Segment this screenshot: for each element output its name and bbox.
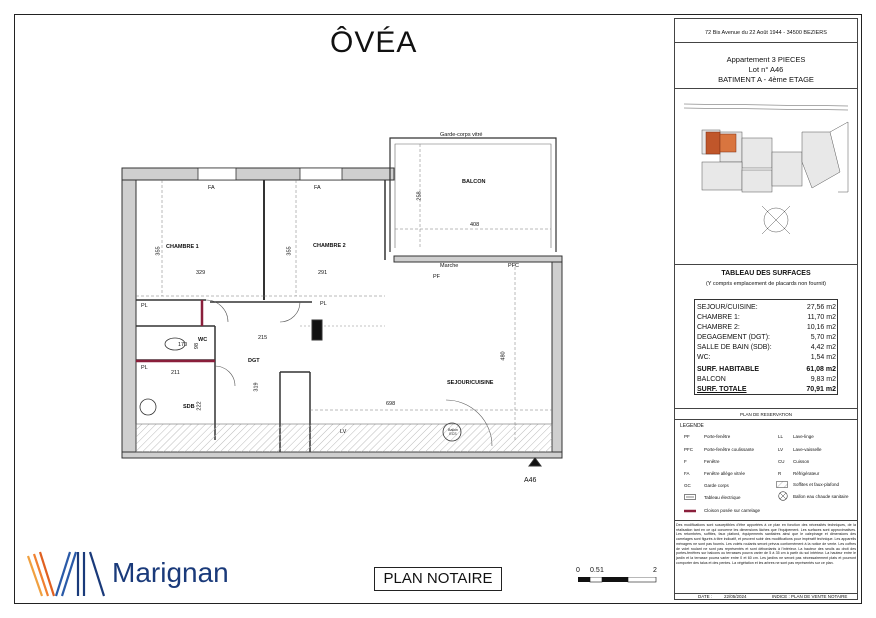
footer <box>674 593 858 600</box>
doc-title: PLAN NOTAIRE <box>374 567 502 591</box>
room-dgt: DGT <box>248 358 260 364</box>
room-chambre2: CHAMBRE 2 <box>313 243 346 249</box>
soffit-icon <box>776 481 788 488</box>
label-ballon: Ballon ECS <box>448 428 458 436</box>
marignan-logo-icon <box>26 548 108 598</box>
label-lv: LV <box>340 429 347 435</box>
surface-row: SEJOUR/CUISINE: 27,56 m2 <box>697 304 836 311</box>
plan-reservation: PLAN DE RESERVATION <box>739 412 792 417</box>
room-sdb: SDB <box>183 404 195 410</box>
legend-label: Soffites et faux-plafond <box>793 482 839 487</box>
surfaces-title: TABLEAU DES SURFACES <box>721 270 811 277</box>
surfaces-subtitle: (Y compris emplacement de placards non fournit) <box>705 281 827 287</box>
legend-code: F <box>684 459 687 464</box>
balcony-outline <box>390 138 556 252</box>
label-pf: PF <box>433 274 441 280</box>
apartment-type: Appartement 3 PIECES <box>726 55 806 64</box>
electric-panel-icon <box>684 494 696 500</box>
address: 72 Bis Avenue du 22 Août 1944 - 34500 BEZIERS <box>705 30 827 36</box>
legend-title: LEGENDE <box>680 423 704 429</box>
legend-label: Lave-linge <box>793 434 814 439</box>
legend-label: Garde corps <box>704 483 729 488</box>
label-pl2: PL <box>320 301 327 307</box>
dim-c2-h: 355 <box>286 246 293 256</box>
surface-row-habitable: SURF. HABITABLE 61,08 m2 <box>697 366 836 373</box>
dim-wc-w: 170 <box>178 342 188 348</box>
building-floor: BATIMENT A - 4ème ETAGE <box>718 75 814 84</box>
dim-c1-h: 355 <box>155 246 162 256</box>
legend-label: Fenêtre allège vitrée <box>704 471 746 476</box>
label-entry: A46 <box>524 477 537 484</box>
legend-label: Porte-fenêtre <box>704 434 731 439</box>
company-name: Marignan <box>112 557 229 588</box>
disclaimer-notes: Des modifications sont susceptibles d'être apportées à ce plan en fonction des nécessités techniques, de la réalisation tant en ce qui concerne les dimensions lâches que l'équipement. Les surfaces sont approximatives. Les retombées, soffites, faux plafond, équipements sanitaires ainsi que le calepinage et dimensions des carrelages sont figurés à titre indicatif, et peuvent subir des modifications pour impératif technique. Les appareils ménagers ne sont pas fournis. Les volets roulants seront prévus conformément à la notice de vente. Les coffres de volet roulant ne sont pas représentés et sont débordants à l'intérieur. La hauteur des seuils au droit des portes-fenêtres sur balcons ou terrasses pourra varier de 5 à 35 cm à partir du sol intérieur. La hauteur entre le jardin et la terrasse pourra varier entre 0 et 60 cm. Les jardins ne seront pas nécessairement plats et pourront comporter des talus et des pentes. La végétation et les arbres ne sont pas représentés sur ce plan. <box>676 523 856 565</box>
legend-code: FA <box>684 471 690 476</box>
scale-0: 0 <box>576 567 580 574</box>
legend-code: R <box>778 471 782 476</box>
surface-row: BALCON 9,83 m2 <box>697 376 836 383</box>
dim-sej-w: 698 <box>386 401 396 407</box>
room-wc: WC <box>198 337 208 343</box>
footer-index: INDICE : PLAN DE VENTE NOTAIRE <box>772 594 848 599</box>
legend-code: LV <box>778 447 784 452</box>
legend-label: Tableau électrique <box>704 495 741 500</box>
wall-bottom <box>122 452 562 458</box>
dim-balcon-h: 258 <box>416 191 423 201</box>
surface-row: WC: 1,54 m2 <box>697 354 836 361</box>
wall-top-sejour <box>394 256 562 262</box>
surface-row: CHAMBRE 1: 11,70 m2 <box>697 314 836 321</box>
scale-2: 2 <box>653 567 657 574</box>
dim-c1-w: 329 <box>196 270 206 276</box>
site-map <box>680 92 852 262</box>
scale-1: 1 <box>600 567 604 574</box>
legend-label: Ballon eau chaude sanitaire <box>793 494 849 499</box>
label-marche: Marche <box>440 263 459 269</box>
dim-sej-h: 480 <box>500 351 507 361</box>
surface-row: CHAMBRE 2: 10,16 m2 <box>697 324 836 331</box>
legend-label: Fenêtre <box>704 459 720 464</box>
lot-number: Lot n° A46 <box>748 65 784 74</box>
room-chambre1: CHAMBRE 1 <box>166 244 199 250</box>
outer-wall-right <box>552 256 562 458</box>
outer-wall-left <box>122 168 136 458</box>
legend-label: Cuisson <box>793 459 810 464</box>
outer-wall-top <box>122 168 394 180</box>
legend-label: Réfrigérateur <box>793 471 820 476</box>
water-heater-icon <box>778 491 788 501</box>
label-pl1: PL <box>141 303 148 309</box>
footer-date: 22/05/2024 <box>724 594 747 599</box>
legend-code: LL <box>778 434 784 439</box>
dim-wc-h: 98 <box>194 342 201 350</box>
surface-row-total: SURF. TOTALE 70,91 m2 <box>697 386 836 393</box>
footer-date-label: DATE : <box>698 594 713 599</box>
dim-sdb-h: 222 <box>196 401 203 411</box>
dim-balcon-w: 408 <box>470 222 480 228</box>
project-name: ÔVÉA <box>330 26 418 59</box>
surface-row: SALLE DE BAIN (SDB): 4,42 m2 <box>697 344 836 351</box>
garde-corps-label: Garde-corps vitré <box>440 132 483 138</box>
legend-code: PFC <box>684 447 693 452</box>
label-pfc: PFC <box>508 263 519 269</box>
scale-05: 0.5 <box>590 567 600 574</box>
legend-label: Lave-vaisselle <box>793 447 822 452</box>
dim-dgt-h: 319 <box>253 382 260 392</box>
label-pl3: PL <box>141 365 148 371</box>
label-fa1: FA <box>208 185 215 191</box>
label-fa2: FA <box>314 185 321 191</box>
dim-sdb-w: 211 <box>171 370 180 376</box>
legend-label: Cloison posée sur carrelage <box>704 508 761 513</box>
room-sejour: SEJOUR/CUISINE <box>447 380 494 386</box>
legend-label: Porte-fenêtre coulissante <box>704 447 755 452</box>
surface-row: DEGAGEMENT (DGT): 5,70 m2 <box>697 334 836 341</box>
room-balcon: BALCON <box>462 179 486 185</box>
dim-c2-w: 291 <box>318 270 328 276</box>
legend-code: GC <box>684 483 691 488</box>
legend-code: PF <box>684 434 690 439</box>
legend-code: CU <box>778 459 785 464</box>
partition-legend-icon <box>684 509 696 513</box>
dim-dgt-w: 215 <box>258 335 268 341</box>
scale-bar <box>578 577 658 585</box>
